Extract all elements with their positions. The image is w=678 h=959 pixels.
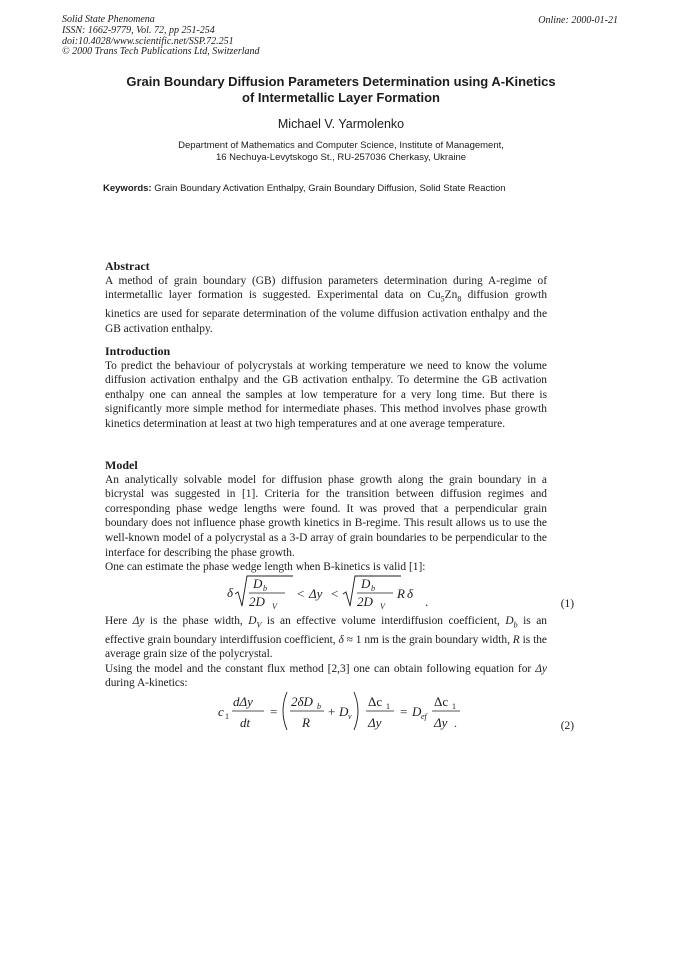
delta-symbol: δ [227, 585, 234, 600]
eq2-sub-b: b [317, 702, 321, 711]
eq2-2deltadb: 2δD [291, 694, 313, 709]
model-section [105, 458, 547, 575]
text-part: is the phase width, [144, 615, 249, 627]
title-line: Grain Boundary Diffusion Parameters Determination using A-Kinetics [126, 74, 556, 89]
citation-line: © 2000 Trans Tech Publications Ltd, Switzerland [62, 46, 260, 58]
text-part: is an effective volume interdiffusion coefficient, [261, 615, 506, 627]
delta-symbol: δ [407, 586, 414, 601]
equation-1 [225, 573, 475, 613]
model-heading: Model [105, 458, 138, 472]
subscript: 8 [457, 294, 462, 304]
less-than: < [297, 586, 305, 601]
introduction-heading: Introduction [105, 344, 171, 358]
eq1-db: D [253, 576, 263, 591]
eq2-delta-y: Δy [434, 715, 448, 730]
eq1-2dv: 2D [249, 594, 265, 609]
less-than: < [331, 586, 339, 601]
text-part: R [512, 633, 520, 646]
text-part: is an effective grain boundary interdiffusion coefficient, [105, 615, 547, 646]
text-part: D [248, 615, 257, 627]
eq2-sub-1: 1 [225, 712, 229, 721]
text-part: δ [338, 633, 344, 646]
eq2-delta-c: Δc [368, 694, 383, 709]
eq2-delta-y: Δy [368, 715, 382, 730]
text-part: Here [105, 615, 133, 627]
eq2-delta-c: Δc [434, 694, 449, 709]
eq1-sub-v: V [380, 602, 385, 611]
abstract-text [105, 274, 547, 337]
equation-2 [216, 686, 466, 738]
affiliation-line: Department of Mathematics and Computer Science, Institute of Management, [178, 140, 504, 151]
text-part: is the average grain size of the polycrystal. [105, 633, 547, 661]
abstract-section [105, 259, 547, 336]
citation-line: Solid State Phenomena [62, 14, 155, 25]
eq1-sub-v: V [272, 602, 277, 611]
abstract-heading: Abstract [105, 259, 150, 273]
subscript: 5 [440, 294, 445, 304]
plus: + [328, 704, 336, 719]
text-part: Δy [535, 662, 547, 675]
eq2-sub-v: v [348, 712, 352, 721]
subscript: b [513, 620, 518, 630]
eq1-db: D [361, 576, 371, 591]
eq1-sub-b: b [263, 584, 267, 593]
eq2-c: c [218, 704, 224, 719]
eq2-def: D [412, 704, 422, 719]
introduction-text: To predict the behaviour of polycrystals at working temperature we need to know the volume diffusion activation enthalpy and the GB activation enthalpy. To determine the GB activation enthalpy one can anneal the samples at low temperature for a very long time. But there is significantly more simple method for intermediate phases. This method involves phase growth kinetics determination at least at two high temperatures and at one average temperature. [105, 359, 547, 430]
model-paragraph: An analytically solvable model for diffusion phase growth along the grain boundary in a bicrystal was suggested in [1]. Criteria for the transition between diffusion regimes and corresponding phase wedge lengths were found. It was proved that a perpendicular grain boundary does not influence phase growth kinetics in B-regime. This result allows us to use the well-known model of a polycrystal as a 3-D array of grain boundaries to be perpendicular to the interface for describing the phase growth. [105, 473, 547, 559]
eq1-delta-y: Δy [309, 586, 323, 601]
keywords-label: Keywords: [103, 183, 152, 194]
affiliation [60, 140, 622, 164]
equation-1-number: (1) [560, 598, 574, 610]
abstract-text-part: A method of grain boundary (GB) diffusion parameters determination during A-regime of intermetallic layer formation is suggested. Experimental data on Cu [105, 274, 547, 302]
eq2-d-delta-y: dΔy [233, 694, 253, 709]
text-part: ≈ 1 nm is the grain boundary width, [343, 633, 513, 646]
journal-citation [62, 15, 260, 58]
equals: = [270, 704, 278, 719]
paper-title [60, 74, 622, 105]
model-paragraph: One can estimate the phase wedge length when B-kinetics is valid [1]: [105, 561, 426, 574]
keywords-text: Grain Boundary Activation Enthalpy, Grain Boundary Diffusion, Solid State Reaction [154, 183, 506, 194]
period: . [425, 594, 429, 609]
abstract-text-part: diffusion growth kinetics are used for separate determination of the volume diffusion activation enthalpy and the GB activation enthalpy. [105, 289, 548, 335]
eq1-2dv: 2D [357, 594, 373, 609]
citation-line: doi:10.4028/www.scientific.net/SSP.72.251 [62, 35, 234, 47]
model-continued [105, 614, 547, 690]
text-part: Δy [132, 615, 145, 627]
equation-2-number: (2) [560, 720, 574, 732]
variables-description [105, 614, 547, 662]
eq2-sub-ef: ef [421, 712, 427, 721]
equals: = [400, 704, 408, 719]
text-part: during A-kinetics: [105, 676, 188, 689]
citation-line: ISSN: 1662-9779, Vol. 72, pp 251-254 [62, 24, 215, 36]
eq2-dv: D [339, 704, 349, 719]
text-part: D [505, 615, 514, 627]
eq2-r: R [302, 715, 310, 730]
abstract-text-part: Zn [444, 289, 458, 302]
eq2-sub-1: 1 [386, 702, 390, 711]
keywords [103, 183, 573, 194]
eq2-dt: dt [240, 715, 251, 730]
eq1-r: R [397, 586, 405, 601]
author-name: Michael V. Yarmolenko [277, 117, 405, 131]
online-date: Online: 2000-01-21 [538, 15, 618, 26]
introduction-section [105, 344, 547, 432]
affiliation-line: 16 Nechuya-Levytskogo St., RU-257036 Cherkasy, Ukraine [215, 152, 467, 163]
period: . [454, 716, 457, 730]
text-part: Using the model and the constant flux method [2,3] one can obtain following equation for [105, 662, 532, 675]
subscript: V [256, 620, 262, 630]
eq2-sub-1: 1 [452, 702, 456, 711]
eq1-sub-b: b [371, 584, 375, 593]
title-line: of Intermetallic Layer Formation [242, 89, 440, 105]
